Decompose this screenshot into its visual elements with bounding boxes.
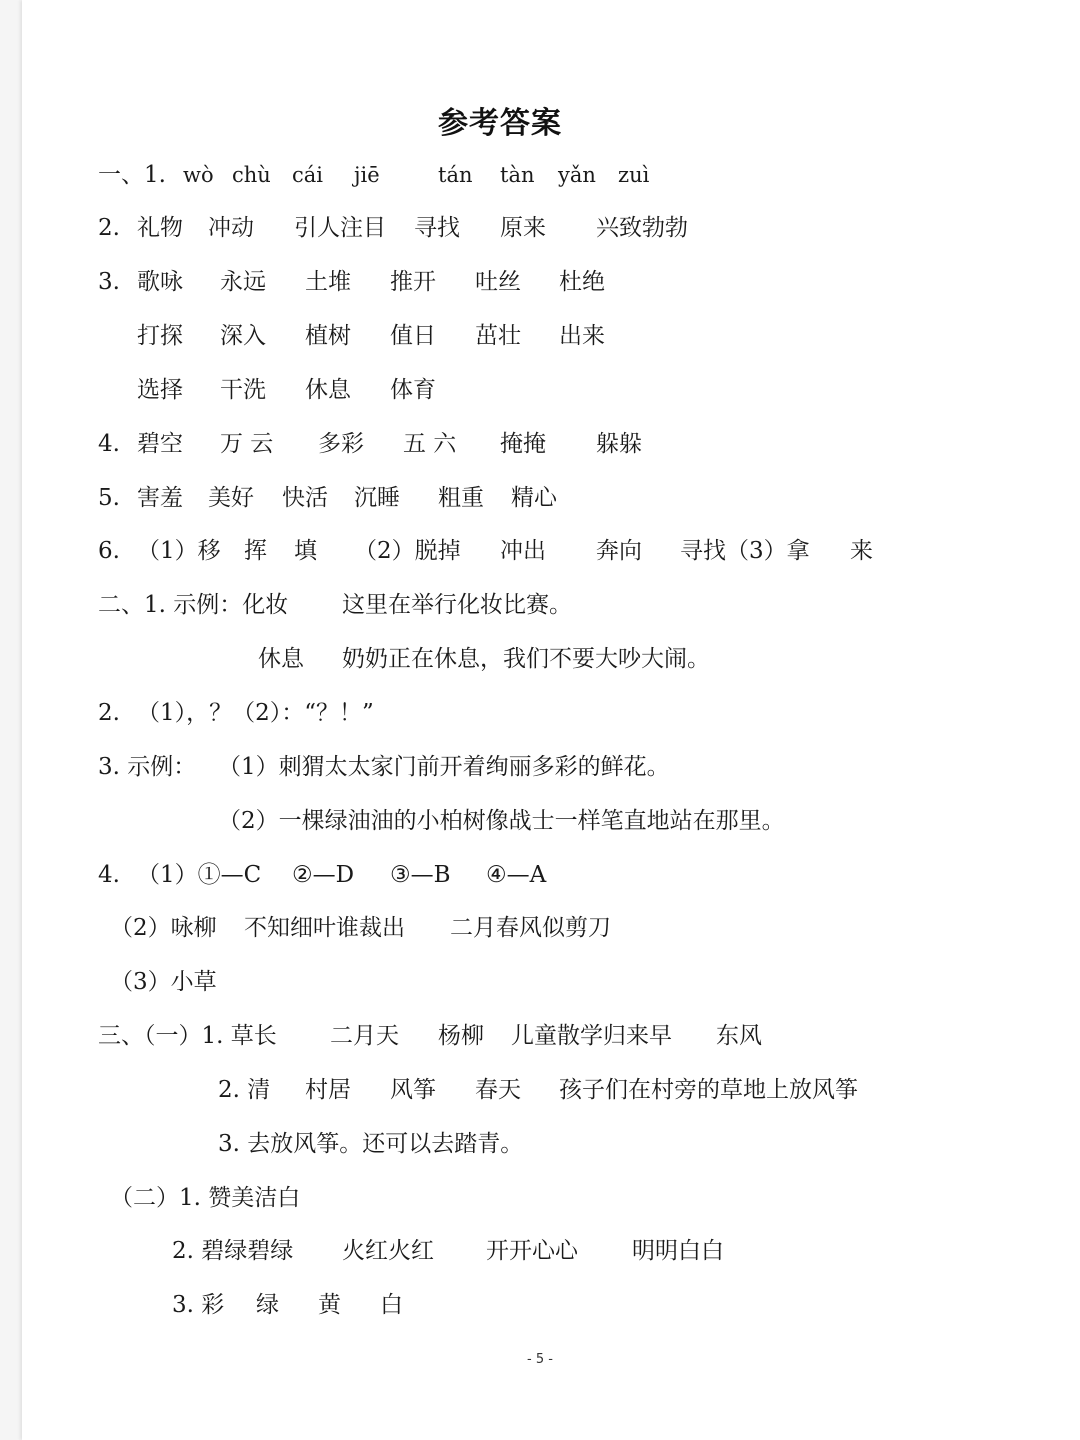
answer-item: 引人注目 <box>294 215 386 241</box>
answer-item: （2）脱掉 <box>354 538 461 564</box>
answer-item: 体育 <box>390 377 436 403</box>
answer-item: 风筝 <box>390 1077 436 1103</box>
answer-item: 沉睡 <box>354 485 400 511</box>
answer-item: 冲动 <box>208 215 254 241</box>
answer-line-3 <box>0 262 1080 302</box>
answer-item: ③—B <box>390 862 451 888</box>
line-label: 2. <box>98 700 120 726</box>
answer-item: （1）①—C <box>137 862 262 888</box>
answer-item: （2）咏柳 <box>110 915 217 941</box>
answer-item: 2. 清 <box>218 1077 271 1103</box>
answer-line-10 <box>0 639 1080 679</box>
answer-item: 春天 <box>475 1077 521 1103</box>
line-label: 一、1. <box>98 162 166 188</box>
answer-line-11 <box>0 693 1080 733</box>
answer-line-16 <box>0 962 1080 1002</box>
answer-item: 寻找 <box>414 215 460 241</box>
answer-item: 二月天 <box>330 1023 399 1049</box>
answer-line-19 <box>0 1124 1080 1164</box>
answer-line-1 <box>0 155 1080 195</box>
line-label: 5. <box>98 485 120 511</box>
answer-item: 休息 <box>258 646 304 672</box>
answer-item: 躲躲 <box>596 431 642 457</box>
answer-item: ②—D <box>292 862 355 888</box>
answer-item: cái <box>292 163 323 187</box>
line-label: 4. <box>98 862 120 888</box>
answer-item: jiē <box>354 163 380 187</box>
answer-item: 二月春风似剪刀 <box>450 915 611 941</box>
answer-item: wò <box>183 163 214 187</box>
answer-item: 填 <box>294 538 317 564</box>
answer-item: tàn <box>500 163 535 187</box>
answer-item: 歌咏 <box>137 269 183 295</box>
answer-item: 永远 <box>220 269 266 295</box>
answer-line-2 <box>0 208 1080 248</box>
answer-item: 精心 <box>511 485 557 511</box>
answer-item: 奶奶正在休息，我们不要大吵大闹。 <box>342 646 710 672</box>
answer-item: （二）1. 赞美洁白 <box>110 1185 301 1211</box>
answer-item: 多彩 <box>318 431 364 457</box>
answer-item: 值日 <box>390 323 436 349</box>
line-label: 4. <box>98 431 120 457</box>
answer-item: chù <box>232 163 271 187</box>
answer-item: 土堆 <box>305 269 351 295</box>
answer-line-5 <box>0 370 1080 410</box>
answer-item: 干洗 <box>220 377 266 403</box>
answer-item: 明明白白 <box>632 1238 724 1264</box>
answer-item: 火红火红 <box>342 1238 434 1264</box>
answer-item: 三、（一）1. 草长 <box>98 1023 277 1049</box>
answer-line-7 <box>0 478 1080 518</box>
answer-item: （1）移 <box>137 538 221 564</box>
answer-line-15 <box>0 908 1080 948</box>
answer-item: 黄 <box>318 1292 341 1318</box>
answer-line-9 <box>0 585 1080 625</box>
answer-item: 不知细叶谁裁出 <box>244 915 405 941</box>
answer-item: 村居 <box>305 1077 351 1103</box>
answer-item: 杜绝 <box>559 269 605 295</box>
answer-item: 碧空 <box>137 431 183 457</box>
answer-item: 开开心心 <box>486 1238 578 1264</box>
line-label: 6. <box>98 538 120 564</box>
answer-item: 奔向 <box>596 538 642 564</box>
page-number: - 5 - <box>527 1352 553 1367</box>
answer-item: 五 六 <box>403 431 457 457</box>
line-label: 3. <box>98 269 120 295</box>
answer-item: 寻找（3）拿 <box>680 538 810 564</box>
answer-item: yǎn <box>558 163 596 187</box>
answer-item: （1）刺猬太太家门前开着绚丽多彩的鲜花。 <box>218 754 670 780</box>
answer-item: 来 <box>850 538 873 564</box>
answer-line-18 <box>0 1070 1080 1110</box>
answer-item: ④—A <box>486 862 547 888</box>
answer-item: 东风 <box>716 1023 762 1049</box>
page-title: 参考答案 <box>438 106 562 141</box>
answer-item: 害羞 <box>137 485 183 511</box>
answer-item: zuì <box>618 163 650 187</box>
answer-item: 冲出 <box>500 538 546 564</box>
answer-line-20 <box>0 1178 1080 1218</box>
answer-item: 吐丝 <box>475 269 521 295</box>
answer-item: 选择 <box>137 377 183 403</box>
answer-item: 兴致勃勃 <box>596 215 688 241</box>
answer-line-12 <box>0 747 1080 787</box>
answer-line-8 <box>0 531 1080 571</box>
answer-item: tán <box>438 163 473 187</box>
answer-item: 美好 <box>208 485 254 511</box>
answer-line-14 <box>0 855 1080 895</box>
answer-item: 杨柳 <box>438 1023 484 1049</box>
answer-item: 休息 <box>305 377 351 403</box>
answer-item: 礼物 <box>137 215 183 241</box>
answer-item: 打探 <box>137 323 183 349</box>
answer-item: 粗重 <box>438 485 484 511</box>
answer-item: （2）一棵绿油油的小柏树像战士一样笔直地站在那里。 <box>218 808 785 834</box>
answer-item: （3）小草 <box>110 969 217 995</box>
answer-item: 二、1. 示例：化妆 <box>98 592 289 618</box>
answer-line-22 <box>0 1285 1080 1325</box>
answer-item: 推开 <box>390 269 436 295</box>
answer-item: 原来 <box>500 215 546 241</box>
answer-item: 孩子们在村旁的草地上放风筝 <box>559 1077 858 1103</box>
answer-line-13 <box>0 801 1080 841</box>
answer-item: （1），？（2）：“？！” <box>137 700 374 726</box>
answer-item: 儿童散学归来早 <box>511 1023 672 1049</box>
answer-item: 茁壮 <box>475 323 521 349</box>
answer-item: 快活 <box>282 485 328 511</box>
answer-line-21 <box>0 1231 1080 1271</box>
answer-item: 2. 碧绿碧绿 <box>172 1238 294 1264</box>
answer-item: 掩掩 <box>500 431 546 457</box>
answer-line-17 <box>0 1016 1080 1056</box>
answer-line-4 <box>0 316 1080 356</box>
answer-line-6 <box>0 424 1080 464</box>
answer-item: 这里在举行化妆比赛。 <box>342 592 572 618</box>
answer-item: 深入 <box>220 323 266 349</box>
answer-item: 3. 彩 <box>172 1292 225 1318</box>
answer-item: 植树 <box>305 323 351 349</box>
answer-item: 万 云 <box>220 431 274 457</box>
answer-item: 绿 <box>256 1292 279 1318</box>
line-label: 3. 示例： <box>98 754 197 780</box>
line-label: 2. <box>98 215 120 241</box>
answer-item: 3. 去放风筝。还可以去踏青。 <box>218 1131 524 1157</box>
answer-item: 白 <box>380 1292 403 1318</box>
answer-item: 出来 <box>559 323 605 349</box>
answer-item: 挥 <box>244 538 267 564</box>
